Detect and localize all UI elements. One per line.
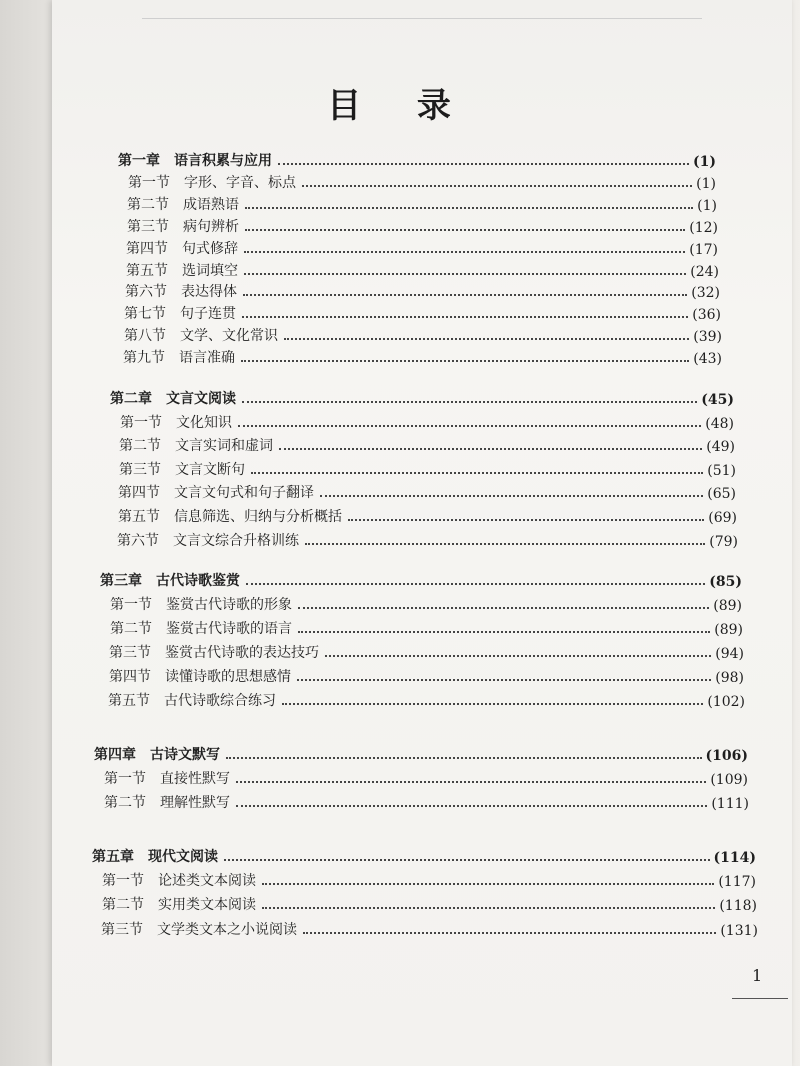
- section-title: 文学类文本之小说阅读: [157, 922, 297, 938]
- section-label: 第一节: [128, 175, 170, 191]
- dot-leader: [245, 207, 693, 209]
- page-reference: (106): [705, 748, 748, 764]
- toc-section-entry[interactable]: [127, 216, 718, 236]
- section-title: 语言准确: [179, 350, 235, 366]
- page-reference: (43): [693, 351, 722, 367]
- toc-chapter-entry[interactable]: [100, 570, 742, 590]
- dot-leader: [224, 859, 710, 861]
- section-title: 文言实词和虚词: [175, 438, 273, 454]
- page-reference: (85): [709, 574, 742, 590]
- dot-leader: [284, 338, 689, 340]
- page-reference: (94): [715, 646, 744, 662]
- page-reference: (79): [709, 534, 738, 550]
- dot-leader: [246, 583, 705, 585]
- dot-leader: [282, 703, 703, 705]
- dot-leader: [238, 425, 701, 427]
- section-label: 第二节: [127, 197, 169, 213]
- page-reference: (102): [707, 694, 745, 710]
- section-label: 第三节: [109, 645, 151, 661]
- page-number: 1: [752, 966, 763, 985]
- page-reference: (49): [706, 439, 735, 455]
- section-label: 第一节: [120, 415, 162, 431]
- toc-chapter-entry[interactable]: [118, 150, 716, 170]
- toc-section-entry[interactable]: [120, 412, 734, 432]
- dot-leader: [325, 655, 711, 657]
- toc-section-entry[interactable]: [102, 870, 756, 890]
- page-reference: (89): [714, 622, 743, 638]
- section-label: 第四节: [118, 485, 160, 501]
- section-title: 古代诗歌综合练习: [164, 693, 276, 709]
- page-reference: (24): [690, 264, 719, 280]
- dot-leader: [244, 251, 685, 253]
- section-title: 句式修辞: [182, 241, 238, 257]
- page-reference: (39): [693, 329, 722, 345]
- dot-leader: [241, 360, 689, 362]
- toc-section-entry[interactable]: [126, 260, 719, 280]
- toc-section-entry[interactable]: [126, 238, 718, 258]
- page-reference: (51): [707, 463, 736, 479]
- page-reference: (117): [718, 874, 756, 890]
- toc-section-entry[interactable]: [124, 303, 721, 323]
- chapter-title: 语言积累与应用: [174, 153, 272, 169]
- dot-leader: [262, 883, 714, 885]
- section-label: 第五节: [118, 509, 160, 525]
- dot-leader: [320, 495, 703, 497]
- section-title: 文言文综合升格训练: [173, 533, 299, 549]
- page-reference: (118): [719, 898, 757, 914]
- page-reference: (17): [689, 242, 718, 258]
- section-title: 直接性默写: [160, 771, 230, 787]
- page-reference: (109): [710, 772, 748, 788]
- section-label: 第二节: [110, 621, 152, 637]
- toc-section-entry[interactable]: [117, 530, 738, 550]
- dot-leader: [226, 757, 702, 759]
- page-reference: (48): [705, 416, 734, 432]
- page-reference: (12): [689, 220, 718, 236]
- page-reference: (98): [715, 670, 744, 686]
- dot-leader: [348, 519, 704, 521]
- toc-section-entry[interactable]: [110, 594, 742, 614]
- toc-chapter-entry[interactable]: [92, 846, 756, 866]
- section-label: 第四节: [109, 669, 151, 685]
- section-label: 第一节: [104, 771, 146, 787]
- section-title: 文言文断句: [175, 462, 245, 478]
- toc-section-entry[interactable]: [102, 894, 757, 914]
- page-reference: (131): [720, 923, 758, 939]
- section-label: 第一节: [102, 873, 144, 889]
- toc-section-entry[interactable]: [109, 666, 744, 686]
- section-label: 第三节: [127, 219, 169, 235]
- section-label: 第三节: [119, 462, 161, 478]
- dot-leader: [302, 185, 692, 187]
- toc-section-entry[interactable]: [104, 768, 748, 788]
- page-reference: (32): [691, 285, 720, 301]
- section-title: 字形、字音、标点: [184, 175, 296, 191]
- section-label: 第六节: [125, 284, 167, 300]
- dot-leader: [279, 448, 702, 450]
- toc-section-entry[interactable]: [128, 172, 716, 192]
- section-label: 第四节: [126, 241, 168, 257]
- dot-leader: [242, 401, 697, 403]
- section-label: 第二节: [102, 897, 144, 913]
- chapter-label: 第三章: [100, 573, 142, 589]
- section-title: 论述类文本阅读: [158, 873, 256, 889]
- chapter-title: 古代诗歌鉴赏: [156, 573, 240, 589]
- toc-section-entry[interactable]: [108, 690, 745, 710]
- toc-chapter-entry[interactable]: [94, 744, 748, 764]
- dot-leader: [262, 907, 715, 909]
- page-reference: (36): [692, 307, 721, 323]
- section-label: 第二节: [119, 438, 161, 454]
- section-title: 鉴赏古代诗歌的形象: [166, 597, 292, 613]
- toc-section-entry[interactable]: [119, 459, 736, 479]
- section-title: 鉴赏古代诗歌的语言: [166, 621, 292, 637]
- section-title: 信息筛选、归纳与分析概括: [174, 509, 342, 525]
- toc-section-entry[interactable]: [104, 792, 749, 812]
- section-label: 第八节: [124, 328, 166, 344]
- section-title: 文言文句式和句子翻译: [174, 485, 314, 501]
- chapter-title: 古诗文默写: [150, 747, 220, 763]
- section-label: 第七节: [124, 306, 166, 322]
- toc-section-entry[interactable]: [109, 642, 744, 662]
- section-title: 表达得体: [181, 284, 237, 300]
- page-reference: (114): [713, 850, 756, 866]
- section-label: 第六节: [117, 533, 159, 549]
- dot-leader: [251, 472, 703, 474]
- toc-section-entry[interactable]: [118, 482, 736, 502]
- toc-section-entry[interactable]: [110, 618, 743, 638]
- page-reference: (1): [693, 154, 716, 170]
- section-title: 理解性默写: [160, 795, 230, 811]
- toc-chapter-entry[interactable]: [110, 388, 734, 408]
- section-label: 第一节: [110, 597, 152, 613]
- dot-leader: [298, 631, 710, 633]
- toc-section-entry[interactable]: [101, 919, 758, 939]
- dot-leader: [297, 679, 711, 681]
- page-reference: (89): [713, 598, 742, 614]
- dot-leader: [236, 781, 706, 783]
- dot-leader: [243, 294, 687, 296]
- section-title: 文化知识: [176, 415, 232, 431]
- section-label: 第三节: [101, 922, 143, 938]
- section-title: 读懂诗歌的思想感情: [165, 669, 291, 685]
- dot-leader: [236, 805, 707, 807]
- section-label: 第五节: [108, 693, 150, 709]
- dot-leader: [278, 163, 689, 165]
- toc-section-entry[interactable]: [123, 347, 722, 367]
- page-reference: (65): [707, 486, 736, 502]
- toc-section-entry[interactable]: [119, 435, 735, 455]
- chapter-label: 第四章: [94, 747, 136, 763]
- ornament-divider: [732, 988, 788, 999]
- chapter-title: 现代文阅读: [148, 849, 218, 865]
- chapter-label: 第二章: [110, 391, 152, 407]
- dot-leader: [245, 229, 685, 231]
- page-reference: (111): [711, 796, 749, 812]
- page-reference: (1): [696, 176, 716, 192]
- toc-section-entry[interactable]: [127, 194, 717, 214]
- section-title: 文学、文化常识: [180, 328, 278, 344]
- section-title: 选词填空: [182, 263, 238, 279]
- dot-leader: [305, 543, 705, 545]
- section-label: 第五节: [126, 263, 168, 279]
- chapter-label: 第一章: [118, 153, 160, 169]
- toc-section-entry[interactable]: [125, 281, 720, 301]
- chapter-label: 第五章: [92, 849, 134, 865]
- page-reference: (1): [697, 198, 717, 214]
- section-label: 第二节: [104, 795, 146, 811]
- dot-leader: [244, 273, 686, 275]
- toc-section-entry[interactable]: [118, 506, 737, 526]
- section-title: 病句辨析: [183, 219, 239, 235]
- section-title: 句子连贯: [180, 306, 236, 322]
- dot-leader: [298, 607, 709, 609]
- page-title: 目 录: [327, 86, 473, 126]
- toc-section-entry[interactable]: [124, 325, 722, 345]
- page-reference: (45): [701, 392, 734, 408]
- page-reference: (69): [708, 510, 737, 526]
- dot-leader: [303, 932, 716, 934]
- section-title: 鉴赏古代诗歌的表达技巧: [165, 645, 319, 661]
- chapter-title: 文言文阅读: [166, 391, 236, 407]
- section-title: 成语熟语: [183, 197, 239, 213]
- section-label: 第九节: [123, 350, 165, 366]
- section-title: 实用类文本阅读: [158, 897, 256, 913]
- dot-leader: [242, 316, 688, 318]
